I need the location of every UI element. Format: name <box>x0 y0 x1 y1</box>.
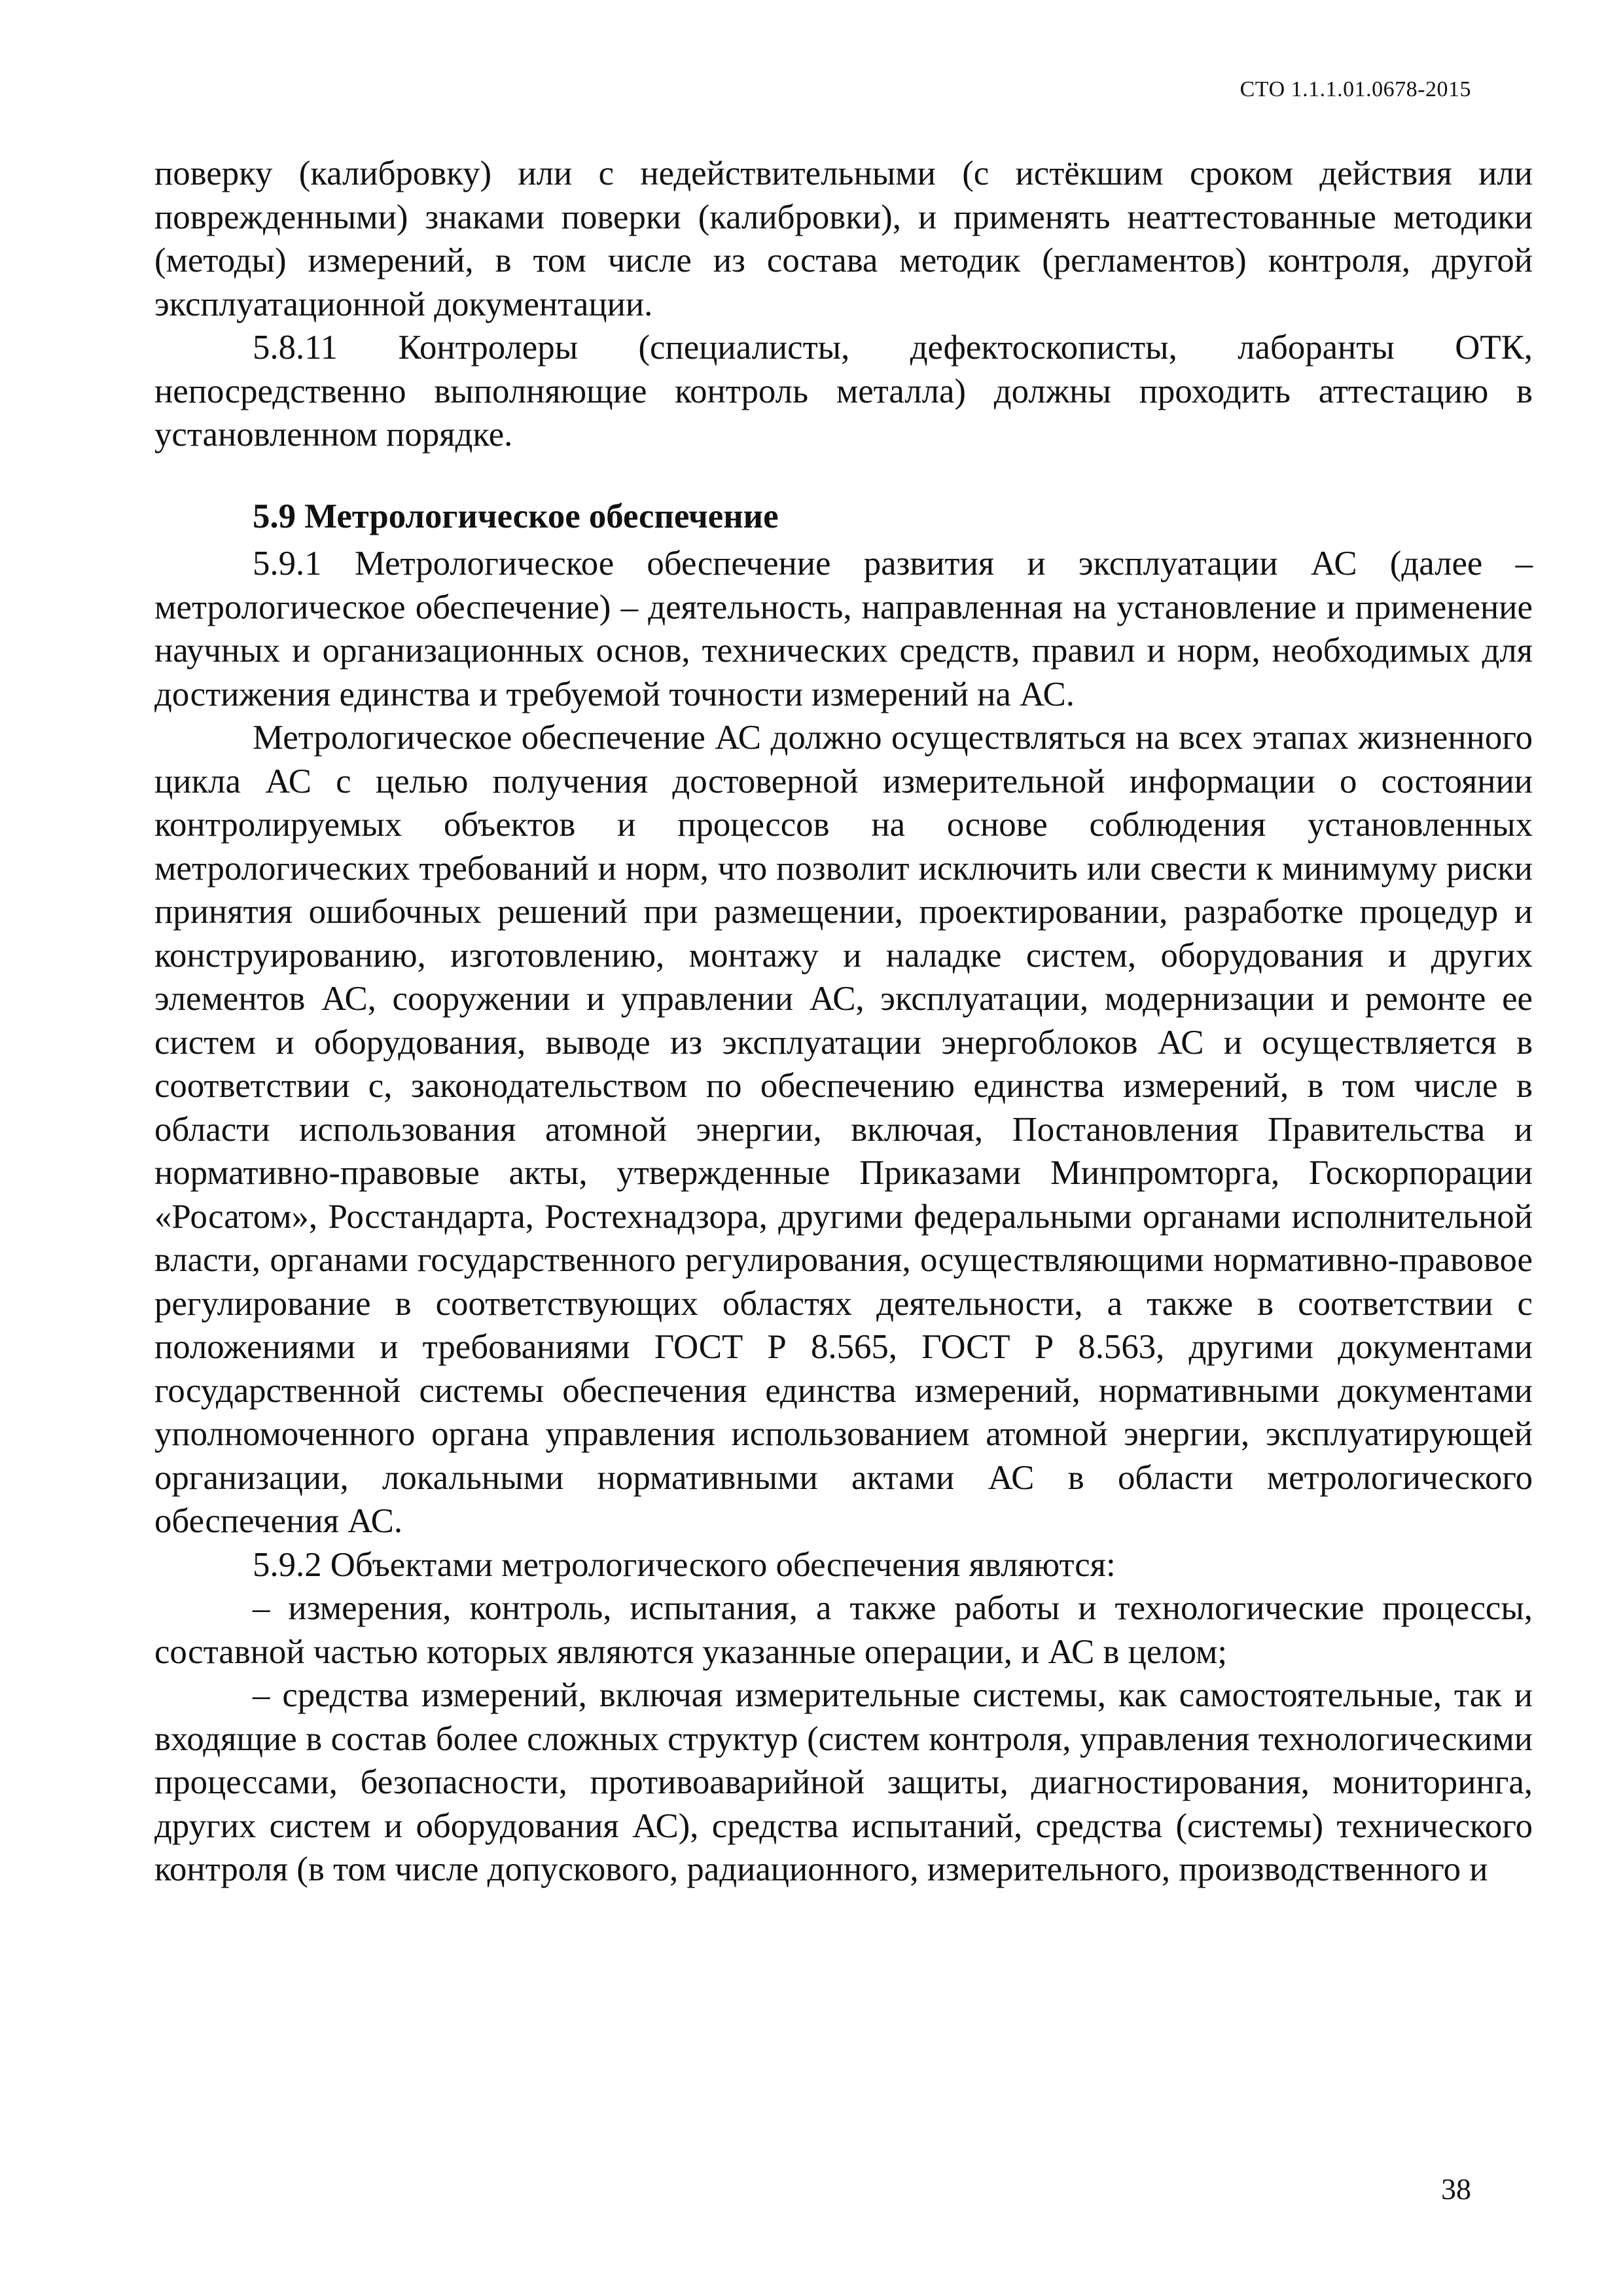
paragraph-continued: поверку (калибровку) или с недействительными (с истёкшим сроком действия или поврежденными) знаками поверки (калибровки), и применять неаттестованные методики (методы) измерений, в том числе из состава методик (регламентов) контроля, другой эксплуатационной документации. <box>154 154 1533 323</box>
paragraph-metrology-stages: Метрологическое обеспечение АС должно осуществляться на всех этапах жизненного цикла АС с целью получения достоверной измерительной информации о состоянии контролируемых объектов и процессов на основе соблюдения установленных метрологических требований и норм, что позволит исключить или свести к минимуму риски принятия ошибочных решений при размещении, проектировании, разработке процедур и конструированию, изготовлению, монтажу и наладке систем, оборудования и других элементов АС, сооружении и управлении АС, эксплуатации, модернизации и ремонте ее систем и оборудования, выводе из эксплуатации энергоблоков АС и осуществляется в соответствии с, законодательством по обеспечению единства измерений, в том числе в области использования атомной энергии, включая, Постановления Правительства и нормативно-правовые акты, утвержденные Приказами Минпромторга, Госкорпорации «Росатом», Росстандарта, Ростехнадзора, другими федеральными органами исполнительной власти, органами государственного регулирования, осуществляющими нормативно-правовое регулирование в соответствующих областях деятельности, а также в соответствии с положениями и требованиями ГОСТ Р 8.565, ГОСТ Р 8.563, другими документами государственной системы обеспечения единства измерений, нормативными документами уполномоченного органа управления использованием атомной энергии, эксплуатирующей организации, локальными нормативными актами АС в области метрологического обеспечения АС. <box>154 719 1533 1540</box>
section-heading: 5.9 Метрологическое обеспечение <box>253 497 779 535</box>
page-number: 38 <box>1441 2172 1471 2206</box>
list-item: – средства измерений, включая измерительные системы, как самостоятельные, так и входящие в состав более сложных структур (систем контроля, управления технологическими процессами, безопасности, противоаварийной защиты, диагностирования, мониторинга, других систем и оборудования АС), средства испытаний, средства (системы) технического контроля (в том числе допускового, радиационного, измерительного, производственного и <box>154 1676 1533 1888</box>
paragraph-5-8-11: 5.8.11 Контролеры (специалисты, дефектоскописты, лаборанты ОТК, непосредственно выполняющие контроль металла) должны проходить аттестацию в установленном порядке. <box>154 329 1533 454</box>
document-code: СТО 1.1.1.01.0678-2015 <box>1240 77 1471 101</box>
document-body <box>154 152 1533 1892</box>
list-item: – измерения, контроль, испытания, а также работы и технологические процессы, составной частью которых являются указанные операции, и АС в целом; <box>154 1589 1533 1671</box>
paragraph-5-9-2: 5.9.2 Объектами метрологического обеспечения являются: <box>253 1545 1116 1584</box>
paragraph-5-9-1: 5.9.1 Метрологическое обеспечение развития и эксплуатации АС (далее – метрологическое обеспечение) – деятельность, направленная на установление и применение научных и организационных основ, технических средств, правил и норм, необходимых для достижения единства и требуемой точности измерений на АС. <box>154 545 1533 713</box>
